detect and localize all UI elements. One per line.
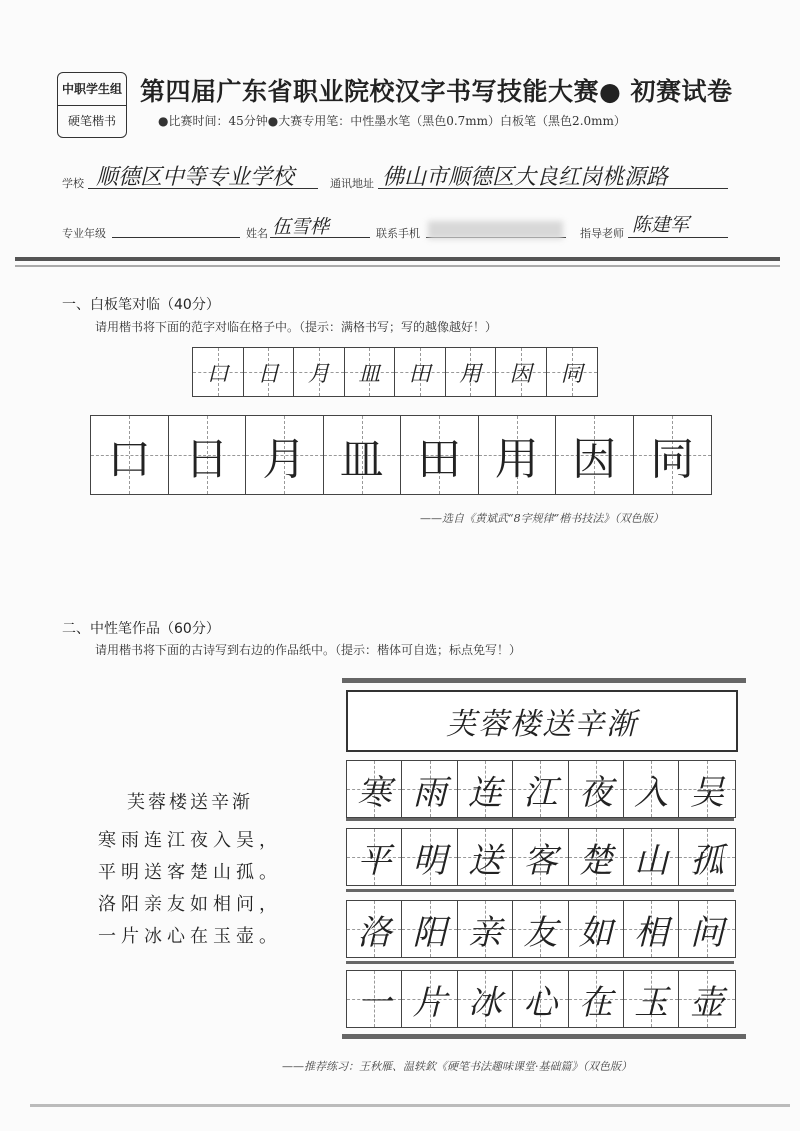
badge-group-label: 中职学生组 [58, 73, 126, 106]
work-title: 芙蓉楼送辛渐 [446, 707, 638, 742]
work-title-box[interactable] [346, 690, 738, 752]
model-cell: 皿 [324, 416, 402, 494]
practice-cell[interactable]: 同 [547, 348, 598, 396]
work-cell[interactable]: 友 [513, 901, 568, 957]
phone-label: 联系手机 [376, 227, 420, 240]
work-cell[interactable]: 如 [569, 901, 624, 957]
work-cell[interactable]: 问 [679, 901, 734, 957]
paper-top-bar [342, 678, 746, 683]
recommend-note: ——推荐练习：王秋雁、温轶欽《硬笔书法趣味课堂·基础篇》（双色版） [282, 1060, 632, 1073]
model-grid [90, 415, 712, 495]
work-row[interactable] [346, 970, 736, 1028]
poem-line: 一片冰心在玉壶。 [98, 926, 282, 947]
model-cell: 口 [91, 416, 169, 494]
work-row[interactable] [346, 900, 736, 958]
work-cell[interactable]: 寒 [347, 761, 402, 817]
work-cell[interactable]: 片 [402, 971, 457, 1027]
section1-source: ——选自《黄斌武“8字规律”楷书技法》（双色版） [420, 512, 664, 525]
practice-cell[interactable]: 皿 [345, 348, 396, 396]
practice-cell[interactable]: 因 [496, 348, 547, 396]
work-cell[interactable]: 洛 [347, 901, 402, 957]
practice-cell[interactable]: 月 [294, 348, 345, 396]
work-cell[interactable]: 吴 [679, 761, 734, 817]
badge-category-label: 硬笔楷书 [67, 114, 116, 128]
work-cell[interactable]: 玉 [624, 971, 679, 1027]
model-cell: 田 [401, 416, 479, 494]
name-label: 姓名 [246, 227, 268, 240]
grade-line[interactable] [112, 237, 240, 238]
header-divider [15, 257, 780, 261]
work-cell[interactable]: 楚 [569, 829, 624, 885]
work-cell[interactable]: 山 [624, 829, 679, 885]
work-cell[interactable]: 送 [458, 829, 513, 885]
work-cell[interactable]: 雨 [402, 761, 457, 817]
teacher-label: 指导老师 [580, 227, 624, 240]
work-cell[interactable]: 夜 [569, 761, 624, 817]
paper-bottom-bar [342, 1034, 746, 1039]
work-row[interactable] [346, 760, 736, 818]
work-cell[interactable]: 阳 [402, 901, 457, 957]
model-cell: 同 [634, 416, 712, 494]
practice-cell[interactable]: 用 [446, 348, 497, 396]
practice-cell[interactable]: 口 [193, 348, 244, 396]
work-cell[interactable]: 入 [624, 761, 679, 817]
footer-divider [30, 1104, 790, 1107]
poem-line: 洛阳亲友如相问， [98, 894, 282, 915]
work-cell[interactable]: 在 [569, 971, 624, 1027]
practice-cell[interactable]: 日 [244, 348, 295, 396]
section1-heading: 一、白板笔对临（40分） [62, 297, 220, 313]
work-cell[interactable]: 壶 [679, 971, 734, 1027]
name-value[interactable]: 伍雪桦 [272, 216, 330, 238]
section2-instruction: 请用楷书将下面的古诗写到右边的作品纸中。（提示：楷体可自选；标点免写！） [95, 643, 522, 657]
poem-line: 平明送客楚山孤。 [98, 862, 282, 883]
work-cell[interactable]: 冰 [458, 971, 513, 1027]
poem-line: 寒雨连江夜入吴， [98, 830, 282, 851]
work-cell[interactable]: 明 [402, 829, 457, 885]
section1-instruction: 请用楷书将下面的范字对临在格子中。（提示：满格书写；写的越像越好！） [95, 320, 498, 334]
address-label: 通讯地址 [330, 177, 374, 190]
row-divider [346, 961, 734, 964]
work-cell[interactable]: 亲 [458, 901, 513, 957]
work-cell[interactable]: 相 [624, 901, 679, 957]
work-cell[interactable]: 江 [513, 761, 568, 817]
model-cell: 月 [246, 416, 324, 494]
page-subtitle: ●比赛时间：45分钟●大赛专用笔：中性墨水笔（黑色0.7mm）白板笔（黑色2.0mm） [158, 114, 626, 128]
teacher-line [628, 237, 728, 238]
school-value[interactable]: 顺德区中等专业学校 [96, 165, 295, 190]
work-cell[interactable]: 一 [347, 971, 402, 1027]
section2-heading: 二、中性笔作品（60分） [62, 621, 220, 637]
header-divider-thin [15, 265, 780, 267]
practice-grid[interactable] [192, 347, 598, 397]
poem-title: 芙蓉楼送辛渐 [127, 792, 253, 813]
work-cell[interactable]: 孤 [679, 829, 734, 885]
work-row[interactable] [346, 828, 736, 886]
work-cell[interactable]: 平 [347, 829, 402, 885]
model-cell: 用 [479, 416, 557, 494]
row-divider [346, 818, 734, 821]
teacher-value[interactable]: 陈建军 [632, 214, 690, 236]
work-cell[interactable]: 客 [513, 829, 568, 885]
model-cell: 因 [556, 416, 634, 494]
grade-label: 专业年级 [62, 227, 106, 240]
row-divider [346, 889, 734, 892]
address-value[interactable]: 佛山市顺德区大良红岗桃源路 [382, 165, 669, 190]
group-badge [57, 72, 127, 138]
school-label: 学校 [62, 177, 84, 190]
work-cell[interactable]: 连 [458, 761, 513, 817]
practice-cell[interactable]: 田 [395, 348, 446, 396]
work-cell[interactable]: 心 [513, 971, 568, 1027]
model-cell: 日 [169, 416, 247, 494]
phone-redacted [428, 221, 563, 239]
page-title: 第四届广东省职业院校汉字书写技能大赛● 初赛试卷 [140, 77, 733, 106]
